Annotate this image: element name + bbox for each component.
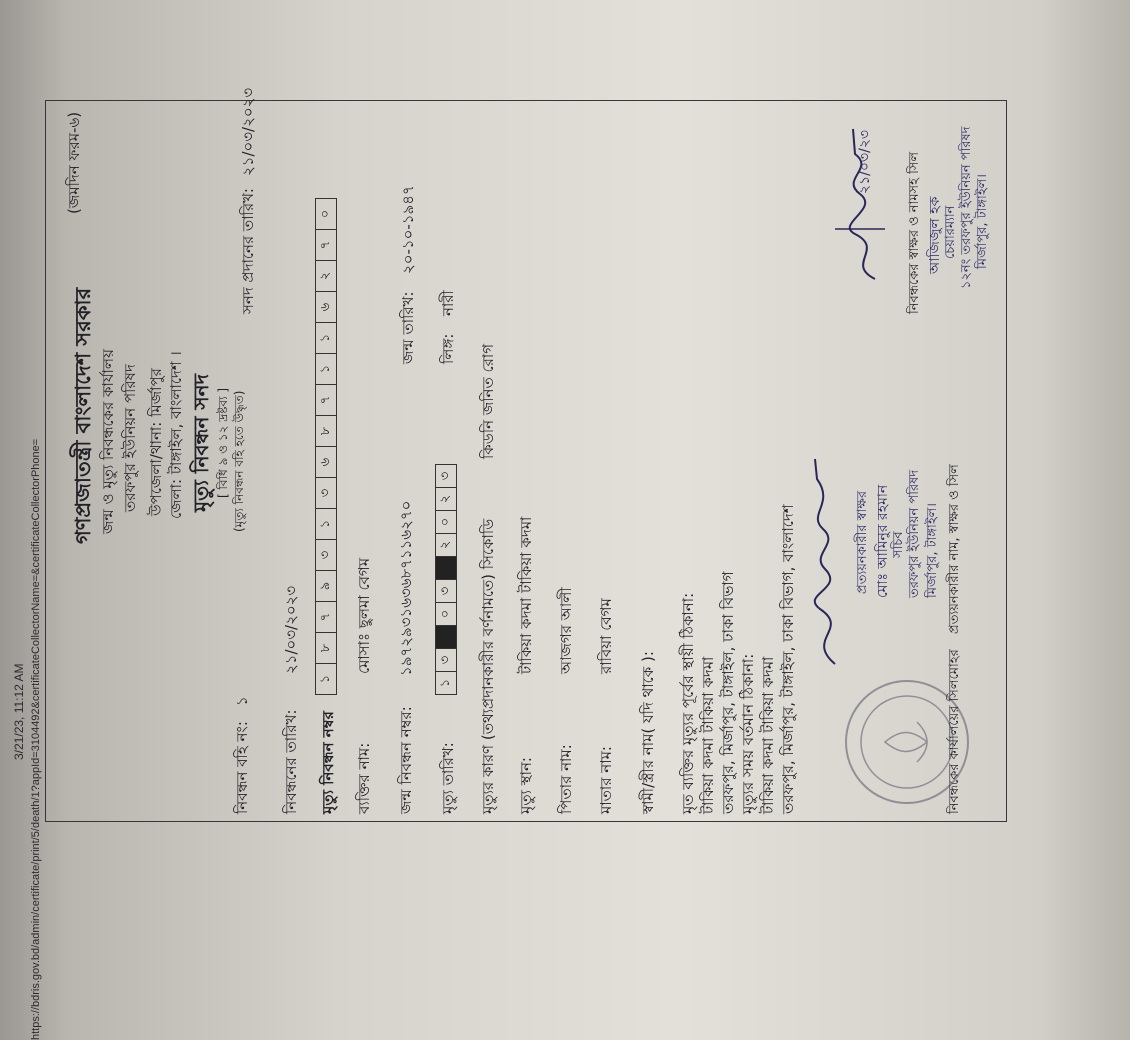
verifier-signature xyxy=(795,449,855,669)
reg-digit: ৭ xyxy=(315,384,337,416)
date-separator xyxy=(435,625,457,649)
permanent-address-label: মৃত ব্যক্তির মৃত্যুর পূর্বের স্থায়ী ঠিকানা: xyxy=(679,592,697,814)
mother-name-value: রাবিয়া বেগম xyxy=(597,598,615,674)
reg-digit: ৭ xyxy=(315,601,337,633)
issue-date-value: ২১/০৩/২০২৩ xyxy=(239,87,257,176)
person-name-value: মোসাঃ ছুলমা বেগম xyxy=(355,557,373,674)
verifier-place: মির্জাপুর, টাঙ্গাইল। xyxy=(925,503,940,598)
father-name-label: পিতার নাম: xyxy=(557,744,575,814)
death-place-value: টাকিয়া কদমা টাকিয়া কদমা xyxy=(517,516,535,674)
date-digit: ০ xyxy=(435,510,457,534)
current-address-line1: টাকিয়া কদমা টাকিয়া কদমা xyxy=(759,656,777,814)
spouse-name-label: স্বামী/স্ত্রীর নাম( যদি থাকে ): xyxy=(639,651,657,814)
death-certificate xyxy=(5,66,1015,834)
date-digit: ৩ xyxy=(435,464,457,488)
date-digit: ২ xyxy=(435,487,457,511)
mother-name-label: মাতার নাম: xyxy=(597,746,615,814)
death-date-label: মৃত্যু তারিখ: xyxy=(439,742,457,814)
verifier-caption: প্রত্যয়নকারীর নাম, স্বাক্ষর ও সিল xyxy=(947,464,962,634)
extract-note: (মৃত্যু নিবন্ধন বহি হতে উদ্ধৃত) xyxy=(232,390,246,532)
print-timestamp: 3/21/23, 11:12 AM xyxy=(12,663,26,760)
cause-of-death-label: মৃত্যুর কারণ (তথ্যপ্রদানকারীর বর্ণনামতে) সিকোডি xyxy=(479,518,497,814)
verifier-title: সচিব xyxy=(891,531,906,558)
registrar-date: ২১/০৩/২৩ xyxy=(857,129,873,194)
date-digit: ৩ xyxy=(435,579,457,603)
registration-number-label: মৃত্যু নিবন্ধন নম্বর xyxy=(319,711,337,814)
verifier-signature-label: প্রত্যয়নকারীর স্বাক্ষর xyxy=(855,490,870,594)
registrar-place: মির্জাপুর, টাঙ্গাইল। xyxy=(975,174,990,269)
reg-digit: ২ xyxy=(315,260,337,292)
death-date-boxes xyxy=(435,464,457,694)
registration-date-value: ২১/০৩/২০২৩ xyxy=(282,585,300,674)
sex-label: লিঙ্গ: xyxy=(439,333,457,364)
registrar-name: আজিজুল হক xyxy=(927,196,943,274)
print-url: https://bdris.gov.bd/admin/certificate/print/5/death/1?appId=3104492&certificateCollectorName=&certificateCollectorPhone= xyxy=(30,438,42,1040)
register-book-value: ১ xyxy=(233,696,251,706)
issue-date-label: সনদ প্রদানের তারিখ: xyxy=(239,188,257,314)
birth-registration-label: জন্ম নিবন্ধন নম্বর: xyxy=(397,706,415,814)
father-name-value: আজগর আলী xyxy=(557,587,575,674)
date-of-birth-value: ২০-১০-১৯৪৭ xyxy=(399,185,417,274)
register-book-label: নিবন্ধন বহি নং: xyxy=(233,721,251,814)
reg-digit: ৩ xyxy=(315,539,337,571)
reg-digit: ৬ xyxy=(315,291,337,323)
certificate-title: মৃত্যু নিবন্ধন সনদ xyxy=(189,373,213,512)
reg-digit: ১ xyxy=(315,508,337,540)
date-of-birth-label: জন্ম তারিখ: xyxy=(399,291,417,364)
office-name: জন্ম ও মৃত্যু নিবন্ধকের কার্যালয় xyxy=(99,349,117,534)
registrar-caption: নিবন্ধকের স্বাক্ষর ও নামসহ সিল xyxy=(907,151,922,314)
reg-digit: ৩ xyxy=(315,477,337,509)
district-name: জেলা: টাঙ্গাইল, বাংলাদেশ । xyxy=(167,351,185,519)
permanent-address-line2: তরফপুর, মির্জাপুর, টাঙ্গাইল, ঢাকা বিভাগ xyxy=(719,571,737,814)
reg-digit: ১ xyxy=(315,322,337,354)
seal-caption: নিবন্ধকের কার্যালয়ের সিলমোহর xyxy=(947,649,962,814)
registrar-title: চেয়ারম্যান xyxy=(943,205,958,259)
current-address-label: মৃত্যুর সময় বর্তমান ঠিকানা: xyxy=(739,653,757,814)
birth-registration-value: ১৯৭২৯৩১৬৩৬৮৭১১৬২৭০ xyxy=(397,500,415,676)
reg-digit: ৮ xyxy=(315,632,337,664)
person-name-label: ব্যক্তির নাম: xyxy=(355,742,373,814)
reg-digit: ৬ xyxy=(315,446,337,478)
cause-of-death-value: কিডনি জনিত রোগ xyxy=(479,343,497,459)
reg-digit: ৭ xyxy=(315,229,337,261)
date-digit: ০ xyxy=(435,602,457,626)
registration-date-label: নিবন্ধনের তারিখ: xyxy=(282,709,300,814)
death-place-label: মৃত্যু স্থান: xyxy=(517,757,535,814)
date-separator xyxy=(435,556,457,580)
sex-value: নারী xyxy=(439,290,457,316)
reg-digit: ০ xyxy=(315,198,337,230)
registration-number-boxes xyxy=(315,198,337,694)
verifier-office: তরফপুর ইউনিয়ন পরিষদ xyxy=(907,469,922,598)
date-digit: ৩ xyxy=(435,648,457,672)
verifier-name: মোঃ আমিনুর রহমান xyxy=(875,484,891,598)
rule-note: [ বিধি ৯ ও ১২ দ্রষ্টব্য ] xyxy=(216,387,230,498)
union-name: তরফপুর ইউনিয়ন পরিষদ xyxy=(121,364,139,512)
permanent-address-line1: টাকিয়া কদমা টাকিয়া কদমা xyxy=(699,656,717,814)
reg-digit: ১ xyxy=(315,353,337,385)
government-title: গণপ্রজাতন্ত্রী বাংলাদেশ সরকার xyxy=(71,287,95,544)
upazila-name: উপজেলা/থানা: মির্জাপুর xyxy=(147,368,165,516)
reg-digit: ১ xyxy=(315,663,337,695)
reg-digit: ৮ xyxy=(315,415,337,447)
form-number: (জমদিন ফরম-৬) xyxy=(65,111,83,214)
reg-digit: ৯ xyxy=(315,570,337,602)
registrar-office: ১২নং তরফপুর ইউনিয়ন পরিষদ xyxy=(959,126,974,289)
date-digit: ১ xyxy=(435,671,457,695)
date-digit: ২ xyxy=(435,533,457,557)
current-address-line2: তরফপুর, মির্জাপুর, টাঙ্গাইল, ঢাকা বিভাগ, বাংলাদেশ xyxy=(779,504,797,814)
